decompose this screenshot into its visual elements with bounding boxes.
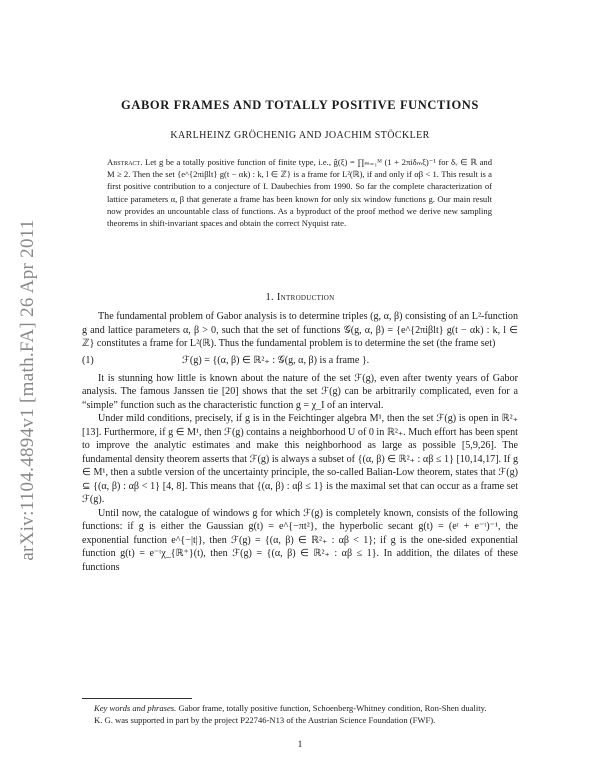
main-text	[82, 310, 518, 574]
equation-number: (1)	[82, 354, 94, 366]
section-heading: 1. Introduction	[265, 292, 335, 303]
page-number: 1	[297, 740, 303, 750]
arxiv-id: arXiv:1104.4894v1 [math.FA] 26 Apr 2011	[17, 219, 38, 561]
paragraph-3: Under mild conditions, precisely, if g is in the Feichtinger algebra M¹, then the set ℱ(g) is open in ℝ²₊ [13]. Furthermore, if g ∈ M¹, then ℱ(g) contains a neighborhood U of 0 in ℝ²₊. Much effort has been spent to improve the analytic estimates and make this neighborhood as large as possible [5,9,26]. The fundamental density theorem asserts that ℱ(g) is always a subset of {(α, β) ∈ ℝ²₊ : αβ ≤ 1} [10,14,17]. If g ∈ M¹, then a subtle version of the uncertainty principle, the so-called Balian-Low theorem, states that ℱ(g) ⊆ {(α, β) : αβ < 1} [4, 8]. This means that {(α, β) : αβ ≤ 1} is the maximal set that can occur as a frame set ℱ(g).	[82, 413, 518, 505]
footnote-keywords	[82, 702, 518, 714]
footnote-funding: K. G. was supported in part by the project P22746-N13 of the Austrian Science Foundation (FWF).	[94, 715, 436, 725]
paragraph-2: It is stunning how little is known about the nature of the set ℱ(g), even after twenty years of Gabor analysis. The famous Janssen tie [20] shows that the set ℱ(g) can be arbitrarily complicated, even for a “simple” function such as the characteristic function g = χ_I of an interval.	[82, 372, 518, 411]
footnote-rule	[82, 698, 192, 699]
footnote-keywords-text: Gabor frame, totally positive function, Schoenberg-Whitney condition, Ron-Shen duality.	[178, 703, 487, 713]
paper-title: GABOR FRAMES AND TOTALLY POSITIVE FUNCTIONS	[121, 98, 479, 112]
arxiv-sidebar-stamp	[8, 180, 48, 600]
equation-1	[82, 354, 518, 368]
footnotes	[82, 702, 518, 726]
abstract-label: Abstract.	[107, 157, 143, 167]
equation-formula: ℱ(g) = {(α, β) ∈ ℝ²₊ : 𝒢(g, α, β) is a frame }.	[182, 354, 370, 366]
abstract-text: Let g be a totally positive function of finite type, i.e., ĝ(ξ) = ∏ₘ₌₁ᴹ (1 + 2πiδₘξ)⁻¹ for δᵥ ∈ ℝ and M ≥ 2. Then the set {e^{2πiβlt} g(t − αk) : k, l ∈ ℤ} is a frame for L²(ℝ), if and only if αβ < 1. This result is a first positive contribution to a conjecture of I. Daubechies from 1990. So far the complete characterization of lattice parameters α, β that generate a frame has been known for only six window functions g. Our main result now provides an uncountable class of functions. As a byproduct of the proof method we derive new sampling theorems in shift-invariant spaces and obtain the correct Nyquist rate.	[107, 157, 492, 229]
paragraph-1: The fundamental problem of Gabor analysis is to determine triples (g, α, β) consisting of an L²-function g and lattice parameters α, β > 0, such that the set of functions 𝒢(g, α, β) = {e^{2πiβlt} g(t − αk) : k, l ∈ ℤ} constitutes a frame for L²(ℝ). Thus the fundamental problem is to determine the set (the frame set)	[82, 311, 518, 349]
abstract	[107, 156, 492, 229]
paper-authors: KARLHEINZ GRÖCHENIG AND JOACHIM STÖCKLER	[170, 130, 430, 141]
footnote-keywords-label: Key words and phrases.	[94, 703, 177, 713]
paragraph-4: Until now, the catalogue of windows g for which ℱ(g) is completely known, consists of the following functions: if g is either the Gaussian g(t) = e^{−πt²}, the hyperbolic secant g(t) = (eᵗ + e⁻ᵗ)⁻¹, the exponential function e^{−|t|}, then ℱ(g) = {(α, β) ∈ ℝ²₊ : αβ < 1}; if g is the one-sided exponential function g(t) = e⁻ᵗχ_{ℝ⁺}(t), then ℱ(g) = {(α, β) ∈ ℝ²₊ : αβ ≤ 1}. In addition, the dilates of these functions	[82, 507, 518, 573]
